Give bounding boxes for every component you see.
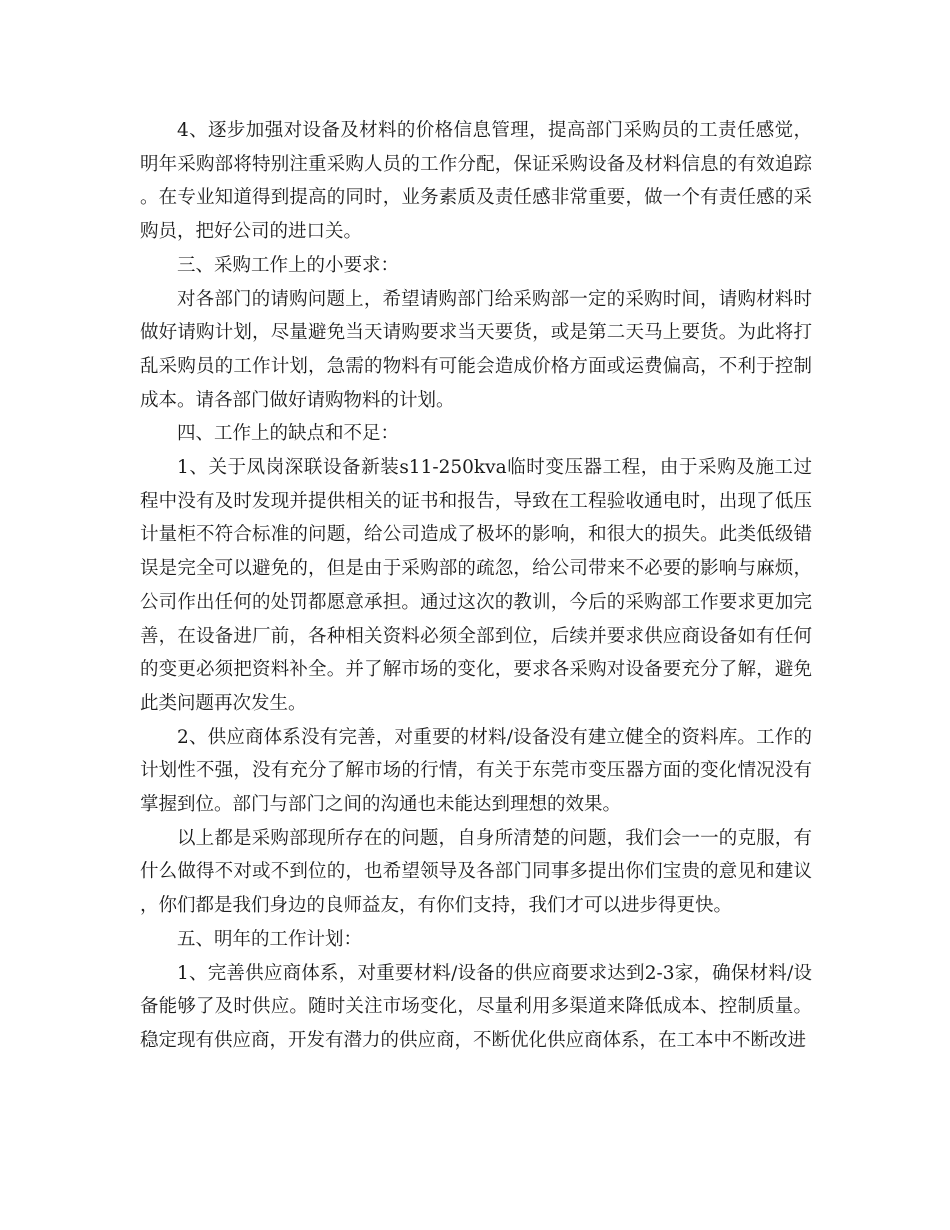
heading-shortcomings: 四、工作上的缺点和不足： [177,423,400,445]
paragraph-purchase-requests: 对各部门的请购问题上，希望请购部门给采购部一定的采购时间，请购材料时做好请购计划，尽量避免当天请购要求当天要货，或是第二天马上要货。为此将打乱采购员的工作计划，急需的物料有可能会造成价格方面或运费偏高，不利于控制成本。请各部门做好请购物料的计划。 [140,288,812,411]
heading-purchase-requirements: 三、采购工作上的小要求： [177,254,400,276]
paragraph-improve-supplier-system: 1、完善供应商体系，对重要材料/设备的供应商要求达到2-3家，确保材料/设备能够了及时供应。随时关注市场变化，尽量利用多渠道来降低成本、控制质量。稳定现有供应商，开发有潜力的供应商，不断优化供应商体系，在工本中不断改进 [140,962,812,1051]
paragraph-summary-of-issues: 以上都是采购部现所存在的问题，自身所清楚的问题，我们会一一的克服，有什么做得不对或不到位的，也希望领导及各部门同事多提出你们宝贵的意见和建议，你们都是我们身边的良师益友，有你们支持，我们才可以进步得更快。 [140,827,812,917]
document-body [140,114,812,1058]
heading-next-year-plan: 五、明年的工作计划： [177,928,363,950]
paragraph-transformer-incident: 1、关于凤岗深联设备新装s11-250kva临时变压器工程，由于采购及施工过程中没有及时发现并提供相关的证书和报告，导致在工程验收通电时，出现了低压计量柜不符合标准的问题，给公司造成了极坏的影响，和很大的损失。此类低级错误是完全可以避免的，但是由于采购部的疏忽，给公司带来不必要的影响与麻烦，公司作出任何的处罚都愿意承担。通过这次的教训，今后的采购部工作要求更加完善，在设备进厂前，各种相关资料必须全部到位，后续并要求供应商设备如有任何的变更必须把资料补全。并了解市场的变化，要求各采购对设备要充分了解，避免此类问题再次发生。 [140,457,812,714]
paragraph-price-management: 4、逐步加强对设备及材料的价格信息管理，提高部门采购员的工责任感觉，明年采购部将特别注重采购人员的工作分配，保证采购设备及材料信息的有效追踪。在专业知道得到提高的同时，业务素质及责任感非常重要，做一个有责任感的采购员，把好公司的进口关。 [140,120,812,243]
paragraph-supplier-system-issues: 2、供应商体系没有完善，对重要的材料/设备没有建立健全的资料库。工作的计划性不强，没有充分了解市场的行情，有关于东莞市变压器方面的变化情况没有掌握到位。部门与部门之间的沟通也未能达到理想的效果。 [140,726,812,816]
